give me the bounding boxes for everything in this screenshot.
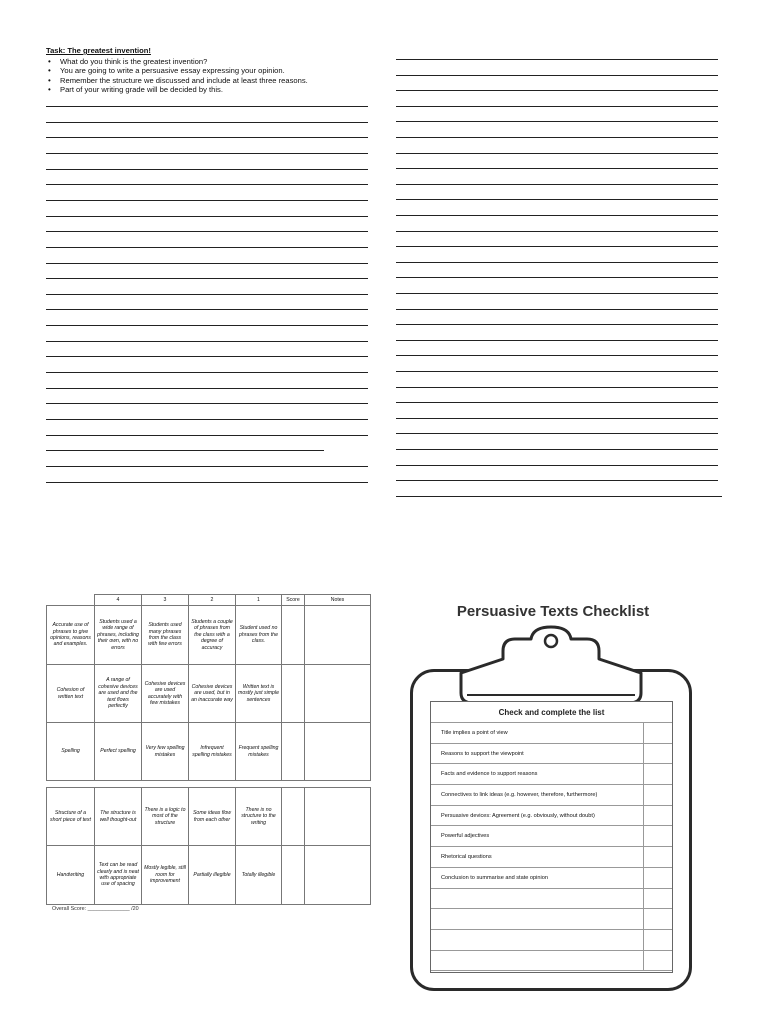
rubric-cell: There is no structure to the writing <box>236 788 282 846</box>
rubric-header-cell: 4 <box>95 595 142 606</box>
rubric-table-top <box>46 594 371 781</box>
checklist-item-label: Connectives to link ideas (e.g. however, therefore, furthermore) <box>441 792 598 799</box>
checklist-item <box>431 785 672 806</box>
rubric-row <box>47 665 371 723</box>
writing-line[interactable] <box>396 433 718 434</box>
rubric-notes-cell[interactable] <box>305 723 371 781</box>
writing-line[interactable] <box>396 262 718 263</box>
task-bullet: • Part of your writing grade will be decided by this. <box>58 85 376 95</box>
rubric-cell: Cohesive devices are used accurately with few mistakes <box>142 665 189 723</box>
rubric-score-cell[interactable] <box>282 606 305 665</box>
checklist-tick-box[interactable] <box>643 806 672 826</box>
task-bullet: • You are going to write a persuasive essay expressing your opinion. <box>58 66 376 76</box>
writing-line[interactable] <box>396 168 718 169</box>
task-title: Task: The greatest invention! <box>46 46 151 55</box>
writing-line[interactable] <box>396 387 718 388</box>
writing-line[interactable] <box>46 278 368 279</box>
rubric-score-cell[interactable] <box>282 846 305 905</box>
checklist-item-label: Powerful adjectives <box>441 833 490 840</box>
writing-line[interactable] <box>46 435 368 436</box>
checklist-tick-box[interactable] <box>643 889 672 909</box>
checklist-item <box>431 723 672 744</box>
writing-line[interactable] <box>396 465 718 466</box>
checklist-tick-box[interactable] <box>643 930 672 950</box>
writing-line[interactable] <box>396 480 718 481</box>
rubric-cell: There is a logic to most of the structure <box>142 788 189 846</box>
writing-line[interactable] <box>46 184 368 185</box>
checklist-tick-box[interactable] <box>643 764 672 784</box>
writing-line[interactable] <box>396 231 718 232</box>
rubric-cell: Mostly legible, still room for improvement <box>142 846 189 905</box>
writing-line[interactable] <box>46 450 324 451</box>
writing-line[interactable] <box>396 309 718 310</box>
checklist-tick-box[interactable] <box>643 826 672 846</box>
rubric-cell: Some ideas flow from each other <box>189 788 236 846</box>
checklist-tick-box[interactable] <box>643 868 672 888</box>
checklist-item <box>431 826 672 847</box>
writing-line[interactable] <box>396 75 718 76</box>
task-instructions <box>46 46 376 95</box>
writing-line[interactable] <box>396 402 718 403</box>
writing-line[interactable] <box>46 137 368 138</box>
checklist-item-label: Facts and evidence to support reasons <box>441 771 538 778</box>
rubric-notes-cell[interactable] <box>305 665 371 723</box>
writing-line[interactable] <box>46 122 368 123</box>
rubric-notes-cell[interactable] <box>305 846 371 905</box>
overall-score: Overall Score: ______________ /20 <box>52 906 139 912</box>
writing-line[interactable] <box>396 449 718 450</box>
checklist-item <box>431 951 672 972</box>
rubric-criterion: Handwriting <box>47 846 95 905</box>
rubric-cell: Text can be read clearly and is neat with appropriate use of spacing <box>95 846 142 905</box>
rubric-row <box>47 606 371 665</box>
writing-line[interactable] <box>396 106 718 107</box>
checklist-rows <box>431 723 672 971</box>
writing-line[interactable] <box>46 403 368 404</box>
writing-line[interactable] <box>396 137 718 138</box>
rubric-header-cell: Score <box>282 595 305 606</box>
checklist-item <box>431 847 672 868</box>
checklist-tick-box[interactable] <box>643 744 672 764</box>
checklist-tick-box[interactable] <box>643 723 672 743</box>
rubric-cell: Cohesive devices are used, but in an inaccurate way <box>189 665 236 723</box>
rubric-cell: Student used no phrases from the class. <box>236 606 282 665</box>
writing-line[interactable] <box>396 355 718 356</box>
rubric-header-cell: 3 <box>142 595 189 606</box>
writing-line[interactable] <box>396 324 718 325</box>
writing-line[interactable] <box>46 200 368 201</box>
rubric-header-cell: 2 <box>189 595 236 606</box>
writing-line[interactable] <box>46 247 368 248</box>
rubric-header-cell: Notes <box>305 595 371 606</box>
checklist-item-label: Conclusion to summarise and state opinion <box>441 874 548 881</box>
rubric-cell: Written text is mostly just simple sentences <box>236 665 282 723</box>
clipboard <box>403 621 698 997</box>
writing-line[interactable] <box>46 325 368 326</box>
clipboard-clip-icon <box>403 621 698 711</box>
rubric-cell: The structure is well thought-out <box>95 788 142 846</box>
rubric-table-bottom <box>46 787 371 905</box>
writing-line[interactable] <box>396 277 718 278</box>
rubric-cell: Partially illegible <box>189 846 236 905</box>
writing-line[interactable] <box>46 263 368 264</box>
rubric-cell: Students used many phrases from the class with few errors <box>142 606 189 665</box>
checklist-paper <box>430 701 673 973</box>
writing-line[interactable] <box>396 90 718 91</box>
rubric-score-cell[interactable] <box>282 788 305 846</box>
rubric-cell: Very few spelling mistakes <box>142 723 189 781</box>
writing-line[interactable] <box>46 372 368 373</box>
checklist-item-label: Rhetorical questions <box>441 854 492 861</box>
writing-line[interactable] <box>46 216 368 217</box>
writing-line[interactable] <box>396 340 718 341</box>
writing-line[interactable] <box>396 293 718 294</box>
checklist-header: Check and complete the list <box>431 702 672 723</box>
checklist-item <box>431 889 672 910</box>
checklist-item <box>431 764 672 785</box>
writing-line[interactable] <box>396 418 718 419</box>
task-bullet-list <box>46 57 376 95</box>
task-bullet: • Remember the structure we discussed and include at least three reasons. <box>58 76 376 86</box>
rubric-criterion: Accurate use of phrases to give opinions, reasons and examples. <box>47 606 95 665</box>
writing-line[interactable] <box>46 231 368 232</box>
rubric-cell: Students a couple of phrases from the class with a degree of accuracy <box>189 606 236 665</box>
checklist-item <box>431 909 672 930</box>
writing-line[interactable] <box>46 153 368 154</box>
writing-line[interactable] <box>46 356 368 357</box>
rubric-cell: Infrequent spelling mistakes <box>189 723 236 781</box>
rubric-cell: Frequent spelling mistakes <box>236 723 282 781</box>
writing-line[interactable] <box>46 341 368 342</box>
rubric-notes-cell[interactable] <box>305 606 371 665</box>
checklist-tick-box[interactable] <box>643 909 672 929</box>
writing-line[interactable] <box>46 482 368 483</box>
writing-line[interactable] <box>396 215 718 216</box>
rubric-header-cell: 1 <box>236 595 282 606</box>
writing-line[interactable] <box>396 371 718 372</box>
rubric-header-cell <box>47 595 95 606</box>
writing-line[interactable] <box>396 59 718 60</box>
checklist-item <box>431 930 672 951</box>
writing-line[interactable] <box>396 246 718 247</box>
task-bullet: • What do you think is the greatest invention? <box>58 57 376 67</box>
writing-line[interactable] <box>396 184 718 185</box>
writing-line[interactable] <box>46 294 368 295</box>
writing-line[interactable] <box>46 466 368 467</box>
writing-line[interactable] <box>46 419 368 420</box>
rubric-notes-cell[interactable] <box>305 788 371 846</box>
rubric-score-cell[interactable] <box>282 723 305 781</box>
writing-line[interactable] <box>396 121 718 122</box>
writing-line[interactable] <box>46 106 368 107</box>
rubric-row <box>47 788 371 846</box>
writing-line[interactable] <box>46 388 368 389</box>
checklist-item-label: Reasons to support the viewpoint <box>441 750 524 757</box>
checklist-item <box>431 806 672 827</box>
rubric-score-cell[interactable] <box>282 665 305 723</box>
writing-line[interactable] <box>396 153 718 154</box>
rubric-criterion: Cohesion of written text <box>47 665 95 723</box>
checklist-tick-box[interactable] <box>643 951 672 971</box>
writing-line[interactable] <box>396 199 718 200</box>
rubric-cell: Students used a wide range of phrases, including their own, with no errors <box>95 606 142 665</box>
rubric-criterion: Structure of a short piece of text <box>47 788 95 846</box>
writing-line[interactable] <box>396 496 722 497</box>
checklist-item-label: Title implies a point of view <box>441 730 508 736</box>
rubric-header-row <box>47 595 371 606</box>
checklist-tick-box[interactable] <box>643 847 672 867</box>
rubric-row <box>47 846 371 905</box>
checklist-tick-box[interactable] <box>643 785 672 805</box>
checklist-item-label: Persuasive devices: Agreement (e.g. obviously, without doubt) <box>441 812 595 819</box>
writing-line[interactable] <box>46 309 368 310</box>
rubric-cell: Totally illegible <box>236 846 282 905</box>
rubric-cell: A range of cohesive devices are used and the text flows perfectly <box>95 665 142 723</box>
checklist-title: Persuasive Texts Checklist <box>456 603 650 620</box>
rubric-cell: Perfect spelling <box>95 723 142 781</box>
writing-line[interactable] <box>46 169 368 170</box>
checklist-item <box>431 744 672 765</box>
rubric-row <box>47 723 371 781</box>
checklist-item <box>431 868 672 889</box>
rubric-criterion: Spelling <box>47 723 95 781</box>
